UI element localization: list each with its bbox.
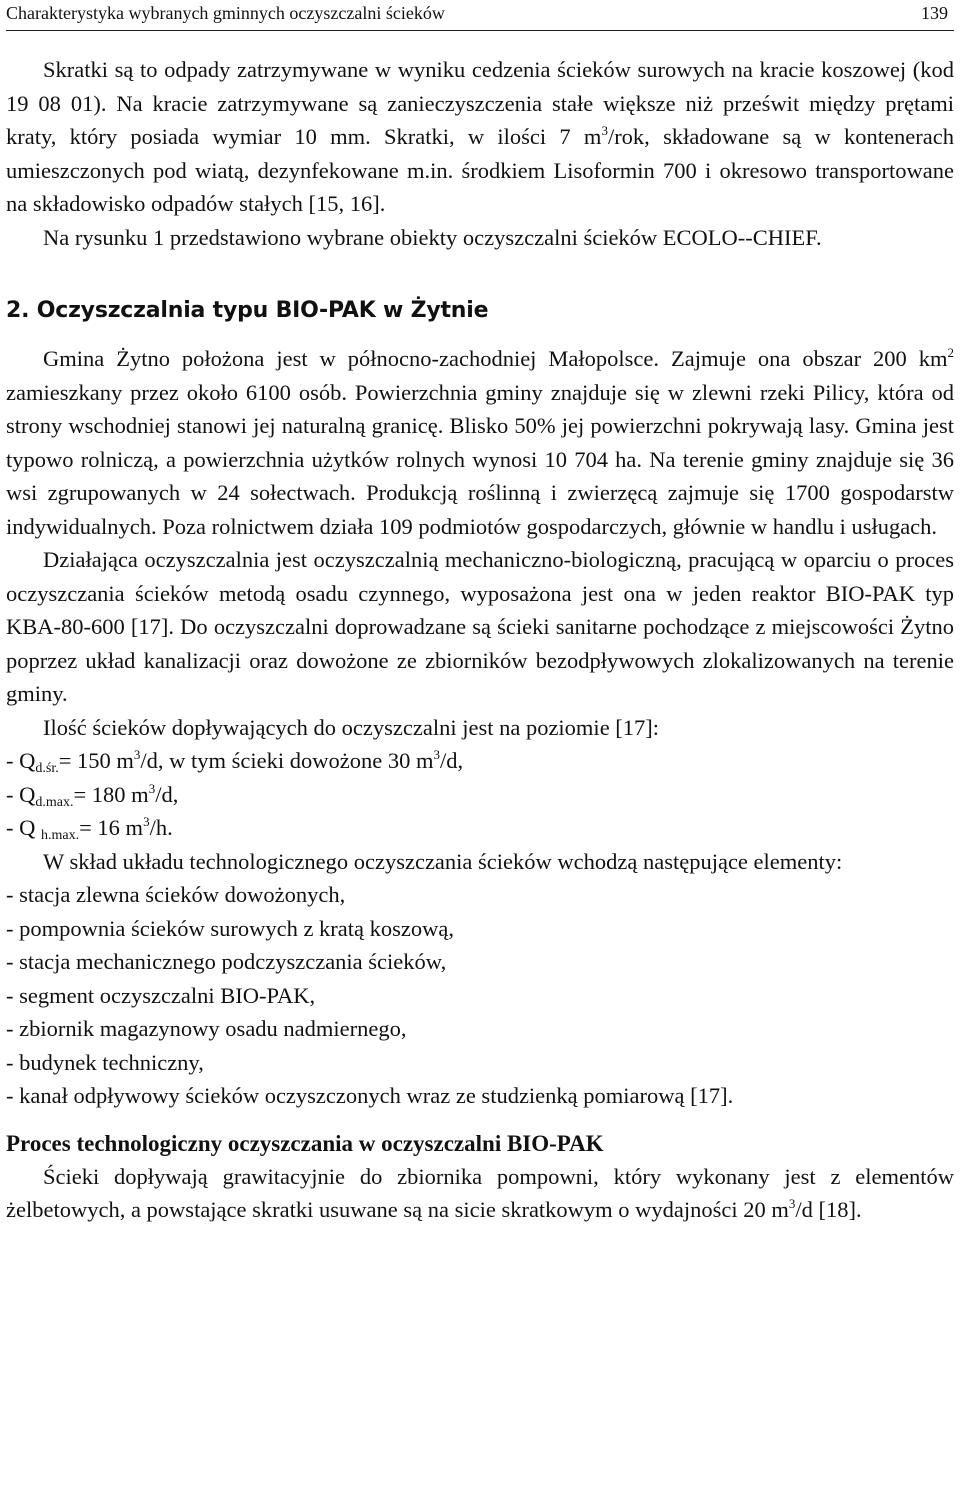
list-item: - segment oczyszczalni BIO-PAK, [6, 982, 316, 1008]
list-item: - stacja zlewna ścieków dowożonych, [6, 882, 346, 907]
running-header [6, 0, 954, 31]
list-item: - budynek techniczny, [6, 1049, 204, 1075]
paragraph-skratki: Skratki są to odpady zatrzymywane w wyniku cedzenia ścieków surowych na kracie koszowej (kod 19 08 01). Na kracie zatrzymywane są zanieczyszczenia stałe większe niż prześwit między prętami kraty, który posiada wymiar 10 mm. Skratki, w ilości 7 $m^3$/rok, składowane są w kontenerach umieszczonych pod wiatą, dezynfekowane m.in. środkiem Lisoformin 700 i okresowo transportowane na składowisko odpadów stałych [15, 16]. [6, 57, 954, 216]
subsection-heading: Proces technologiczny oczyszczania w oczyszczalni BIO-PAK [6, 1130, 604, 1156]
paragraph-oczyszczalnia: Działająca oczyszczalnia jest oczyszczalnią mechaniczno-biologiczną, pracującą w oparciu o proces oczyszczania ścieków metodą osadu czynnego, wyposażona jest ona w jeden reaktor BIO-PAK typ KBA-80-600 [17]. Do oczyszczalni doprowadzane są ścieki sanitarne pochodzące z miejscowości Żytno poprzez układ kanalizacji oraz dowożone ze zbiorników bezodpływowych zlokalizowanych na terenie gminy. [6, 547, 954, 706]
paragraph-figure-reference: Na rysunku 1 przedstawiono wybrane obiekty oczyszczalni ścieków ECOLO--CHIEF. [43, 224, 822, 250]
list-item: - stacja mechanicznego podczyszczania ścieków, [6, 949, 447, 974]
page-number: 139 [921, 3, 948, 23]
paragraph-process: Ścieki dopływają grawitacyjnie do zbiornika pompowni, który wykonany jest z elementów żelbetowych, a powstające skratki usuwane są na sicie skratkowym o wydajności 20 $m^3/d$ [18]. [6, 1163, 954, 1222]
running-title: Charakterystyka wybranych gminnych oczyszczalni ścieków [6, 3, 445, 23]
paragraph-gmina: Gmina Żytno położona jest w północno-zachodniej Małopolsce. Zajmuje ona obszar 200 $km^2$ zamieszkany przez około 6100 osób. Powierzchnia gminy znajduje się w zlewni rzeki Pilicy, która od strony wschodniej stanowi jej naturalną granicę. Blisko 50% jej powierzchni pokrywają lasy. Gmina jest typowo rolniczą, a powierzchnia użytków rolnych wynosi 10 704 ha. Na terenie gminy znajduje się 36 wsi zgrupowanych w 24 sołectwach. Produkcją roślinną i zwierzęcą zajmuje się 1700 gospodarstw indywidualnych. Poza rolnictwem działa 109 podmiotów gospodarczych, głównie w handlu i usługach. [6, 345, 954, 539]
flow-item: - $Q_{d.max.}= 180$ $m^3/d$, [6, 780, 179, 810]
list-item: - kanał odpływowy ścieków oczyszczonych wraz ze studzienką pomiarową [17]. [6, 1083, 734, 1108]
paragraph-elements-intro: W skład układu technologicznego oczyszczania ścieków wchodzą następujące elementy: [43, 848, 843, 874]
list-item: - pompownia ścieków surowych z kratą koszową, [6, 915, 455, 941]
document-page [6, 0, 954, 1227]
list-item: - zbiornik magazynowy osadu nadmiernego, [6, 1016, 407, 1041]
section-heading: 2. Oczyszczalnia typu BIO-PAK w Żytnie [6, 298, 489, 323]
paragraph-inflow-intro: Ilość ścieków dopływających do oczyszczalni jest na poziomie [17]: [43, 714, 660, 740]
elements-list [6, 878, 954, 1113]
flow-item: - $Q_{d.śr.}= 150$ $m^3/d$, w tym ścieki dowożone 30 $m^3/d$, [6, 747, 464, 776]
flow-list [6, 744, 954, 845]
flow-item: - Q $_{h.max.}$= 16 $m^3/h$. [6, 814, 173, 843]
